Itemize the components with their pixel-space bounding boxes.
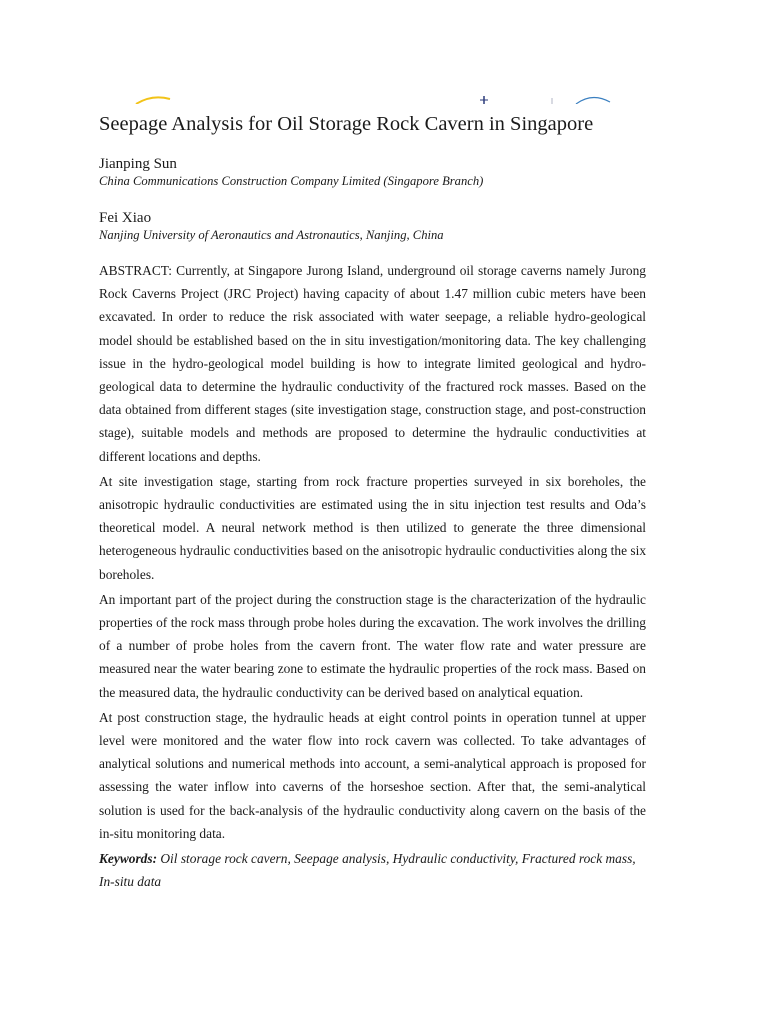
keywords-label: Keywords: [99, 851, 158, 867]
author-block-2 [99, 209, 659, 243]
keywords-text: Oil storage rock cavern, Seepage analysis, Hydraulic conductivity, Fractured rock mass, In-situ data [99, 851, 636, 890]
author-block-1 [99, 155, 659, 189]
author-name: Fei Xiao [99, 210, 152, 226]
paper-title: Seepage Analysis for Oil Storage Rock Cavern in Singapore [99, 113, 594, 135]
author-affiliation: China Communications Construction Company Limited (Singapore Branch) [99, 174, 484, 188]
conference-header-strip [128, 92, 614, 104]
author-name: Jianping Sun [99, 156, 177, 172]
abstract-body [99, 259, 646, 895]
header-gold-arc [136, 97, 170, 104]
body-paragraph: An important part of the project during the construction stage is the characterization of the hydraulic properties of the rock mass through probe holes during the excavation. The work involves the drilling of a number of probe holes from the cavern front. The water flow rate and water pressure are measured near the water bearing zone to estimate the hydraulic properties of the rock mass. Based on the measured data, the hydraulic conductivity can be derived based on analytical equation. [99, 591, 646, 700]
author-affiliation: Nanjing University of Aeronautics and Astronautics, Nanjing, China [99, 228, 444, 242]
body-paragraph: At post construction stage, the hydraulic heads at eight control points in operation tunnel at upper level were monitored and the water flow into rock cavern was collected. To take advantages of analytical solutions and numerical methods into account, a semi-analytical approach is proposed for assessing the water inflow into caverns of the horseshoe section. After that, the semi-analytical solution is used for the back-analysis of the hydraulic conductivity along cavern on the basis of the in-situ monitoring data. [99, 709, 646, 841]
keywords-line [99, 847, 646, 893]
body-paragraph: At site investigation stage, starting from rock fracture properties surveyed in six boreholes, the anisotropic hydraulic conductivities are estimated using the in situ injection test results and Oda’s theoretical model. A neural network method is then utilized to generate the three dimensional heterogeneous hydraulic conductivities based on the anisotropic hydraulic conductivities along the six boreholes. [99, 473, 647, 582]
header-blue-arc [576, 97, 610, 104]
abstract-paragraph: ABSTRACT: Currently, at Singapore Jurong Island, underground oil storage caverns namely Jurong Rock Caverns Project (JRC Project) having capacity of about 1.47 million cubic meters have been excavated. In order to reduce the risk associated with water seepage, a reliable hydro-geological model should be established based on the in situ investigation/monitoring data. The key challenging issue in the hydro-geological model building is how to integrate limited geological and hydro-geological data to determine the hydraulic conductivity of the fractured rock masses. Based on the data obtained from different stages (site investigation stage, construction stage, and post-construction stage), suitable models and methods are proposed to determine the hydraulic conductivities at different locations and depths. [99, 263, 646, 464]
